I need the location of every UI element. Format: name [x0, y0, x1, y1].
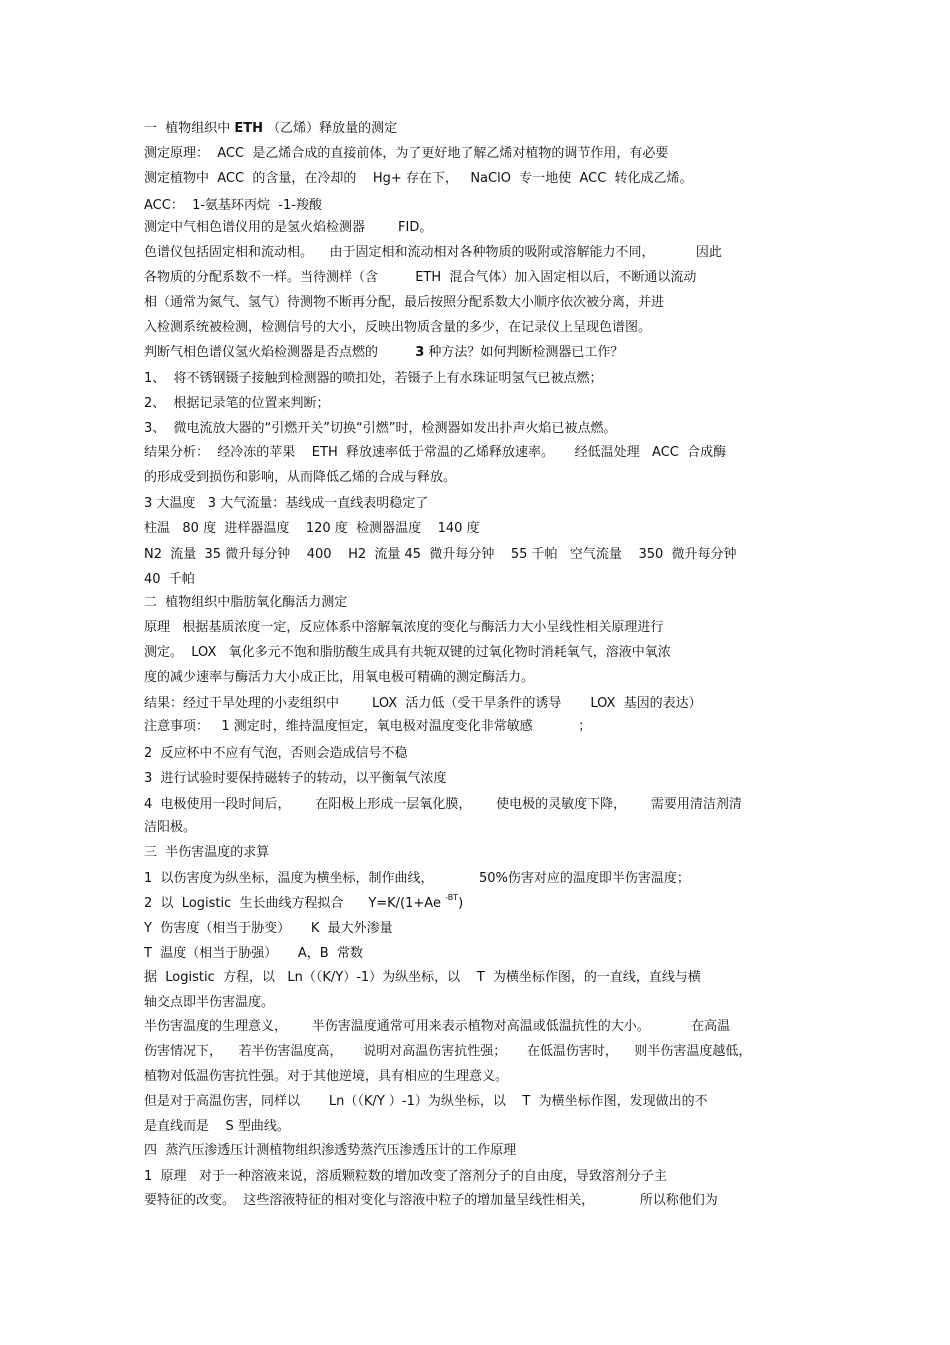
paragraph-line: 半伤害温度的生理意义， 半伤害温度通常可用来表示植物对高温或低温抗性的大小。 在高温	[144, 1019, 731, 1034]
note-line: 3 进行试验时要保持磁转子的转动，以平衡氧气浓度	[144, 771, 447, 786]
section2-heading: 二 植物组织中脂肪氧化酶活力测定	[144, 595, 348, 610]
note-line: 2 反应杯中不应有气泡，否则会造成信号不稳	[144, 746, 408, 761]
note-line: 洁阳极。	[144, 820, 197, 835]
heading-abbrev: ETH	[234, 121, 264, 136]
method-item: 2、 根据记录笔的位置来判断；	[144, 396, 330, 411]
question-text: 判断气相色谱仪氢火焰检测器是否点燃的	[144, 345, 416, 360]
paragraph-line: 是直线而是 S 型曲线。	[144, 1119, 290, 1134]
paragraph-line: 但是对于高温伤害，同样以 Ln（（K/Y ）-1）为纵坐标，以 T 为横坐标作图，发现做出的不	[144, 1094, 708, 1109]
formula-text: 2 以 Logistic 生长曲线方程拟合 Y=K/(1+Ae	[144, 896, 446, 911]
paragraph-line: 据 Logistic 方程，以 Ln（（K/Y）-1）为纵坐标，以 T 为横坐标作图，的一直线，直线与横	[144, 970, 701, 985]
paragraph-line: 相（通常为氮气、氢气）待测物不断再分配，最后按照分配系数大小顺序依次被分离，并进	[144, 295, 665, 310]
paragraph-line: 轴交点即半伤害温度。	[144, 995, 275, 1010]
paragraph-line: 原理 根据基质浓度一定，反应体系中溶解氧浓度的变化与酶活力大小呈线性相关原理进行	[144, 620, 664, 635]
formula-line	[144, 893, 464, 912]
variable-line: T 温度（相当于胁强） A，B 常数	[144, 946, 363, 961]
paragraph-line: 测定原理： ACC 是乙烯合成的直接前体，为了更好地了解乙烯对植物的调节作用，有必要	[144, 146, 669, 161]
result-line: 结果：经过干旱处理的小麦组织中 LOX 活力低（受干旱条件的诱导 LOX 基因的表达）	[144, 696, 702, 711]
note-line: 4 电极使用一段时间后， 在阳极上形成一层氧化膜， 使电极的灵敏度下降， 需要用清洁剂清	[144, 797, 742, 812]
paragraph-line: 伤害情况下， 若半伤害温度高， 说明对高温伤害抗性强； 在低温伤害时， 则半伤害温度越低，	[144, 1044, 752, 1059]
paragraph-line: 测定中气相色谱仪用的是氢火焰检测器 FID。	[144, 220, 433, 235]
paragraph-line: ACC： 1-氨基环丙烷 -1-羧酸	[144, 198, 322, 213]
question-line	[144, 345, 623, 361]
step-line: 1 以伤害度为纵坐标，温度为横坐标，制作曲线， 50%伤害对应的温度即半伤害温度；	[144, 871, 690, 886]
condition-line: 3 大温度 3 大气流量：基线成一直线表明稳定了	[144, 496, 429, 511]
paragraph-line: 测定植物中 ACC 的含量，在冷却的 Hg+ 存在下， NaClO 专一地使 ACC 转化成乙烯。	[144, 171, 693, 186]
note-line: 注意事项： 1 测定时，维持温度恒定，氧电极对温度变化非常敏感 ；	[144, 719, 592, 734]
condition-line: 40 千帕	[144, 572, 195, 587]
section1-heading	[144, 121, 397, 137]
formula-close: )	[458, 896, 464, 911]
question-text-end: 种方法？如何判断检测器已工作？	[424, 345, 624, 360]
paragraph-line: 各物质的分配系数不一样。当待测样（含 ETH 混合气体）加入固定相以后，不断通以流动	[144, 270, 697, 285]
formula-exponent: -BT	[445, 893, 459, 902]
method-item: 1、 将不锈钢镊子接触到检测器的喷扣处，若镊子上有水珠证明氢气已被点燃；	[144, 371, 603, 386]
section3-heading: 三 半伤害温度的求算	[144, 845, 270, 860]
result-line: 结果分析： 经冷冻的苹果 ETH 释放速率低于常温的乙烯释放速率。 经低温处理 ACC 合成酶	[144, 445, 727, 460]
method-item: 3、 微电流放大器的“引燃开关”切换“引燃”时，检测器如发出扑声火焰已被点燃。	[144, 421, 617, 436]
paragraph-line: 色谱仪包括固定相和流动相。 由于固定相和流动相对各种物质的吸附或溶解能力不同， 因此	[144, 245, 722, 260]
result-line: 的形成受到损伤和影响，从而降低乙烯的合成与释放。	[144, 470, 457, 485]
paragraph-line: 要特征的改变。 这些溶液特征的相对变化与溶液中粒子的增加量呈线性相关， 所以称他们为	[144, 1193, 718, 1208]
heading-text-end: （乙烯）释放量的测定	[263, 121, 398, 136]
heading-text: 一 植物组织中	[144, 121, 235, 136]
paragraph-line: 1 原理 对于一种溶液来说，溶质颗粒数的增加改变了溶剂分子的自由度，导致溶剂分子主	[144, 1169, 667, 1184]
paragraph-line: 度的减少速率与酶活力大小成正比，用氧电极可精确的测定酶活力。	[144, 670, 535, 685]
paragraph-line: 入检测系统被检测，检测信号的大小，反映出物质含量的多少，在记录仪上呈现色谱图。	[144, 320, 652, 335]
question-number: 3	[415, 345, 425, 360]
condition-line: N2 流量 35 微升每分钟 400 H2 流量 45 微升每分钟 55 千帕 空气流量 350 微升每分钟	[144, 547, 737, 562]
variable-line: Y 伤害度（相当于胁变） K 最大外渗量	[144, 921, 393, 936]
paragraph-line: 测定。 LOX 氧化多元不饱和脂肪酸生成具有共轭双键的过氧化物时消耗氧气，溶液中氧浓	[144, 645, 671, 660]
section4-heading: 四 蒸汽压渗透压计测植物组织渗透势蒸汽压渗透压计的工作原理	[144, 1143, 517, 1158]
paragraph-line: 植物对低温伤害抗性强。对于其他逆境，具有相应的生理意义。	[144, 1069, 509, 1084]
condition-line: 柱温 80 度 进样器温度 120 度 检测器温度 140 度	[144, 521, 480, 536]
